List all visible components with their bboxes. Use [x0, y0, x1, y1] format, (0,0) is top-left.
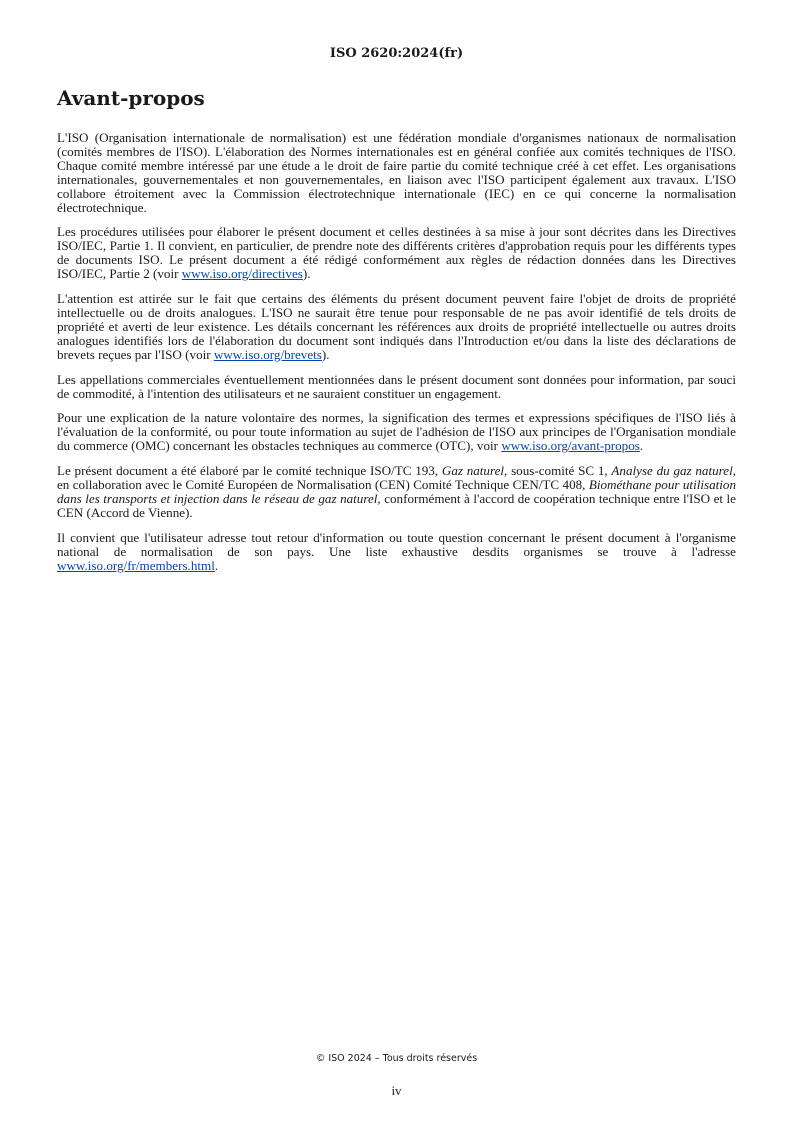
- paragraph-voluntary-nature: [57, 411, 736, 453]
- paragraph-text: Le présent document a été élaboré par le comité technique ISO/TC 193,: [57, 463, 442, 479]
- paragraph-feedback: [57, 531, 736, 573]
- members-link[interactable]: www.iso.org/fr/members.html: [57, 557, 215, 573]
- paragraph-text-end: ).: [321, 346, 330, 362]
- paragraph-text-end: conformément à l'accord de coopération technique entre l'ISO et le CEN (Accord de Vienne).: [57, 490, 736, 520]
- paragraph-text: , sous-comité SC 1,: [504, 463, 612, 479]
- paragraph-trade-names: Les appellations commerciales éventuellement mentionnées dans le présent document sont données pour information, par souci de commodité, à l'intention des utilisateurs et ne sauraient constituer un engagement.: [57, 371, 736, 401]
- paragraph-patents: [57, 292, 736, 362]
- paragraph-text: L'attention est attirée sur le fait que certains des éléments du présent document peuvent faire l'objet de droits de propriété intellectuelle ou de droits analogues. L'ISO ne saurait être tenue pour responsable de ne pas avoir identifié de tels droits de propriété et averti de leur existence. Les détails concernant les références aux droits de propriété intellectuelle ou autres droits analogues identifiés lors de l'élaboration du document sont indiqués dans l'Introduction et/ou dans la liste des déclarations de brevets reçues par l'ISO (voir: [57, 291, 736, 362]
- subcommittee-name: Analyse du gaz naturel: [611, 463, 733, 479]
- paragraph-text: Il convient que l'utilisateur adresse tout retour d'information ou toute question concernant le présent document à l'organisme national de normalisation de son pays. Une liste exhaustive desdits organismes se trouve à l'adresse: [57, 529, 736, 559]
- paragraph-text-end: .: [214, 557, 219, 573]
- directives-link[interactable]: www.iso.org/directives: [181, 266, 303, 282]
- paragraph-text: , en collaboration avec le Comité Européen de Normalisation (CEN) Comité Technique CEN/TC 408,: [57, 463, 737, 493]
- copyright-footer: © ISO 2024 – Tous droits réservés: [315, 1053, 478, 1064]
- paragraph-text-end: ).: [302, 266, 311, 282]
- paragraph-committee: [57, 464, 736, 520]
- paragraph-procedures: [57, 225, 736, 281]
- document-header: ISO 2620:2024(fr): [329, 46, 464, 61]
- page-title: Avant-propos: [57, 86, 205, 110]
- committee-name: Gaz naturel: [441, 463, 505, 479]
- patents-link[interactable]: www.iso.org/brevets: [213, 346, 322, 362]
- paragraph-text: Les procédures utilisées pour élaborer le présent document et celles destinées à sa mise à jour sont décrites dans les Directives ISO/IEC, Partie 1. Il convient, en particulier, de prendre note des différents critères d'approbation requis pour les différents types de documents ISO. Le présent document a été rédigé conformément aux règles de rédaction données dans les Directives ISO/IEC, Partie 2 (voir: [57, 224, 736, 282]
- paragraph-text: Pour une explication de la nature volontaire des normes, la signification des termes et expressions spécifiques de l'ISO liés à l'évaluation de la conformité, ou pour toute information au sujet de l'adhésion de l'ISO aux principes de l'Organisation mondiale du commerce (OMC) concernant les obstacles techniques au commerce (OTC), voir: [57, 410, 736, 454]
- paragraph-text-end: .: [639, 438, 644, 454]
- page-number: iv: [391, 1083, 402, 1098]
- paragraph-iso-intro: L'ISO (Organisation internationale de normalisation) est une fédération mondiale d'organismes nationaux de normalisation (comités membres de l'ISO). L'élaboration des Normes internationales est en général confiée aux comités techniques de l'ISO. Chaque comité membre intéressé par une étude a le droit de faire partie du comité technique créé à cet effet. Les organisations internationales, gouvernementales et non gouvernementales, en liaison avec l'ISO participent également aux travaux. L'ISO collabore étroitement avec la Commission électrotechnique internationale (IEC) en ce qui concerne la normalisation électrotechnique.: [57, 130, 736, 215]
- document-body: [57, 131, 736, 583]
- foreword-link[interactable]: www.iso.org/avant-propos: [501, 438, 640, 454]
- cen-committee-name: Biométhane pour utilisation dans les transports et injection dans le réseau de gaz naturel,: [57, 477, 736, 506]
